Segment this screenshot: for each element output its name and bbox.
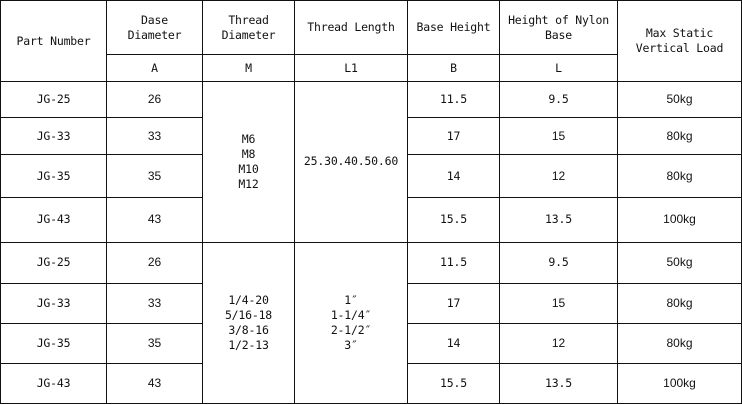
thread-diameter-value: M6 bbox=[241, 131, 256, 146]
thread-length-group-metric: 25.30.40.50.60 bbox=[295, 82, 408, 242]
thread-length-value: 1-1/4″ bbox=[330, 307, 372, 322]
diameter-cell: 26 bbox=[107, 242, 203, 283]
diameter-cell: 33 bbox=[107, 118, 203, 155]
thread-length-group-imperial bbox=[295, 242, 408, 403]
diameter-cell: 33 bbox=[107, 283, 203, 323]
thread-length-value: 3″ bbox=[344, 337, 358, 352]
thread-diameter-group-imperial bbox=[203, 242, 295, 403]
load-cell: 80kg bbox=[618, 283, 742, 323]
diameter-cell: 35 bbox=[107, 155, 203, 198]
header-base-height: Base Height bbox=[408, 1, 500, 55]
header-base-diameter bbox=[107, 1, 203, 55]
thread-diameter-value: 3/8-16 bbox=[228, 322, 269, 337]
thread-diameter-group-metric bbox=[203, 82, 295, 242]
thread-length-value: 2-1/2″ bbox=[330, 322, 372, 337]
base-height-cell: 11.5 bbox=[408, 242, 500, 283]
symbol-base-diameter: A bbox=[107, 55, 203, 82]
base-height-cell: 15.5 bbox=[408, 198, 500, 242]
thread-diameter-value: M12 bbox=[238, 176, 259, 191]
diameter-cell: 43 bbox=[107, 198, 203, 242]
part-number-cell: JG-35 bbox=[1, 155, 107, 198]
table-row bbox=[1, 242, 742, 283]
thread-diameter-value: M10 bbox=[238, 161, 259, 176]
part-number-cell: JG-25 bbox=[1, 82, 107, 118]
base-height-cell: 11.5 bbox=[408, 82, 500, 118]
symbol-nylon-height: L bbox=[500, 55, 618, 82]
thread-diameter-value: 1/4-20 bbox=[228, 292, 269, 307]
load-cell: 80kg bbox=[618, 323, 742, 363]
part-number-cell: JG-33 bbox=[1, 283, 107, 323]
base-height-cell: 17 bbox=[408, 283, 500, 323]
part-number-cell: JG-43 bbox=[1, 198, 107, 242]
nylon-height-cell: 13.5 bbox=[500, 198, 618, 242]
diameter-cell: 35 bbox=[107, 323, 203, 363]
part-number-cell: JG-25 bbox=[1, 242, 107, 283]
header-thread-diameter bbox=[203, 1, 295, 55]
diameter-cell: 43 bbox=[107, 363, 203, 403]
nylon-height-cell: 9.5 bbox=[500, 82, 618, 118]
table-row bbox=[1, 82, 742, 118]
header-thread-length: Thread Length bbox=[295, 1, 408, 55]
symbol-thread-length: L1 bbox=[295, 55, 408, 82]
load-cell: 80kg bbox=[618, 118, 742, 155]
diameter-cell: 26 bbox=[107, 82, 203, 118]
nylon-height-cell: 9.5 bbox=[500, 242, 618, 283]
header-max-load bbox=[618, 1, 742, 82]
part-number-cell: JG-33 bbox=[1, 118, 107, 155]
nylon-height-cell: 15 bbox=[500, 283, 618, 323]
symbol-base-height: B bbox=[408, 55, 500, 82]
header-thread-diameter-text: Thread Diameter bbox=[221, 12, 276, 42]
nylon-height-cell: 13.5 bbox=[500, 363, 618, 403]
nylon-height-cell: 12 bbox=[500, 155, 618, 198]
thread-diameter-value: M8 bbox=[241, 146, 256, 161]
load-cell: 50kg bbox=[618, 242, 742, 283]
thread-diameter-value: 1/2-13 bbox=[228, 337, 269, 352]
load-cell: 100kg bbox=[618, 198, 742, 242]
symbol-thread-diameter: M bbox=[203, 55, 295, 82]
base-height-cell: 14 bbox=[408, 323, 500, 363]
thread-length-value: 1″ bbox=[344, 292, 358, 307]
load-cell: 50kg bbox=[618, 82, 742, 118]
header-row bbox=[1, 1, 742, 55]
base-height-cell: 17 bbox=[408, 118, 500, 155]
part-number-cell: JG-35 bbox=[1, 323, 107, 363]
header-max-load-text: Max Static Vertical Load bbox=[635, 26, 724, 56]
base-height-cell: 15.5 bbox=[408, 363, 500, 403]
load-cell: 80kg bbox=[618, 155, 742, 198]
base-height-cell: 14 bbox=[408, 155, 500, 198]
header-part-number: Part Number bbox=[1, 1, 107, 82]
part-number-cell: JG-43 bbox=[1, 363, 107, 403]
nylon-height-cell: 15 bbox=[500, 118, 618, 155]
header-nylon-height bbox=[500, 1, 618, 55]
load-cell: 100kg bbox=[618, 363, 742, 403]
header-nylon-height-text: Height of Nylon Base bbox=[508, 12, 609, 42]
thread-diameter-value: 5/16-18 bbox=[224, 307, 273, 322]
nylon-height-cell: 12 bbox=[500, 323, 618, 363]
header-base-diameter-text: Dase Diameter bbox=[127, 12, 182, 42]
